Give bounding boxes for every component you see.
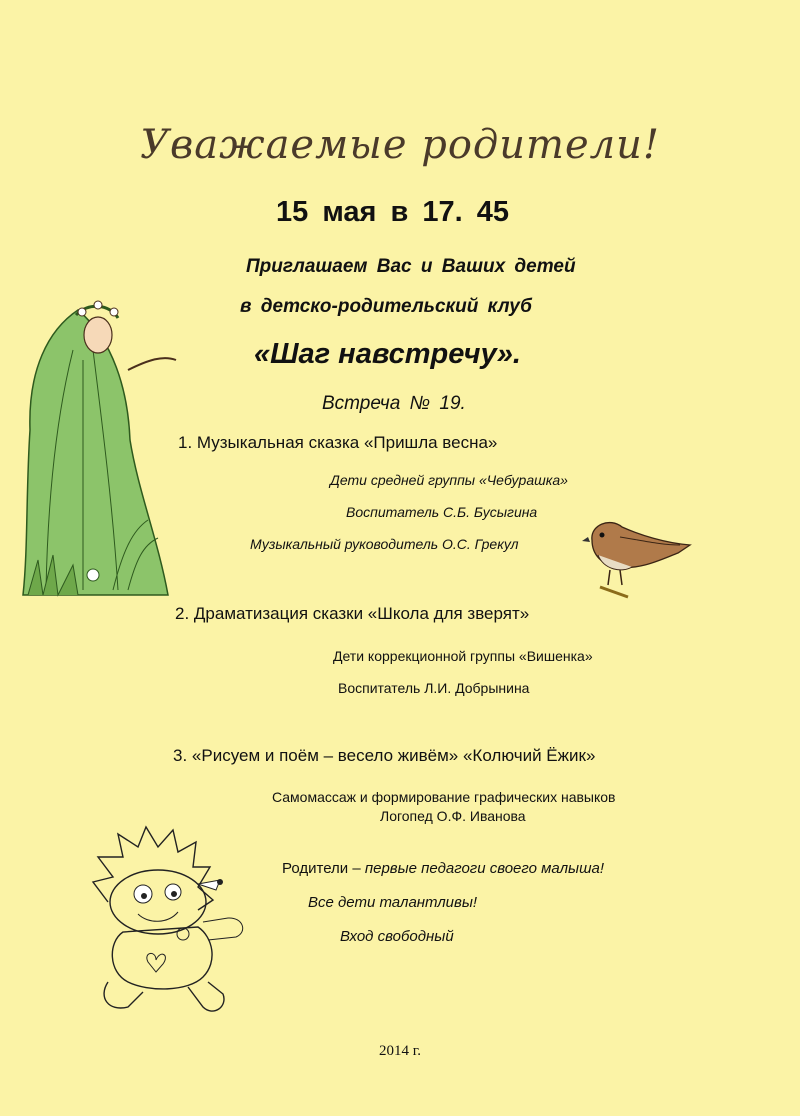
meeting-number: Встреча № 19.: [322, 393, 466, 414]
program-item-3-title: 3. «Рисуем и поём – весело живём» «Колючий Ёжик»: [173, 746, 596, 765]
program-item-3-description: Самомассаж и формирование графических навыков: [272, 789, 616, 805]
program-item-1-teacher: Воспитатель С.Б. Бусыгина: [346, 504, 538, 520]
free-entry-message: Вход свободный: [340, 928, 454, 945]
event-datetime: 15 мая в 17. 45: [276, 196, 510, 228]
sparrow-illustration: [580, 515, 700, 605]
invitation-line-1: Приглашаем Вас и Ваших детей: [246, 256, 576, 277]
parents-prefix: Родители –: [282, 860, 365, 877]
parents-message: [282, 860, 604, 877]
parents-slogan: первые педагоги своего малыша!: [364, 860, 605, 877]
program-item-1-title: 1. Музыкальная сказка «Пришла весна»: [178, 433, 498, 452]
program-item-1-performers: Дети средней группы «Чебурашка»: [330, 472, 568, 488]
talented-message: Все дети талантливы!: [308, 894, 478, 911]
spring-maiden-illustration: [18, 290, 178, 600]
program-item-1-music-director: Музыкальный руководитель О.С. Грекул: [250, 536, 519, 552]
footer-year: 2014 г.: [379, 1043, 421, 1059]
hedgehog-illustration: [88, 822, 263, 1022]
program-item-2-teacher: Воспитатель Л.И. Добрынина: [338, 680, 530, 696]
club-name: «Шаг навстречу».: [254, 338, 521, 370]
program-item-2-title: 2. Драматизация сказки «Школа для зверят»: [175, 604, 530, 623]
invitation-line-2: в детско-родительский клуб: [240, 296, 532, 317]
program-item-3-speech-therapist: Логопед О.Ф. Иванова: [380, 808, 526, 824]
greeting-title: Уважаемые родители!: [140, 122, 660, 168]
program-item-2-performers: Дети коррекционной группы «Вишенка»: [333, 648, 593, 664]
